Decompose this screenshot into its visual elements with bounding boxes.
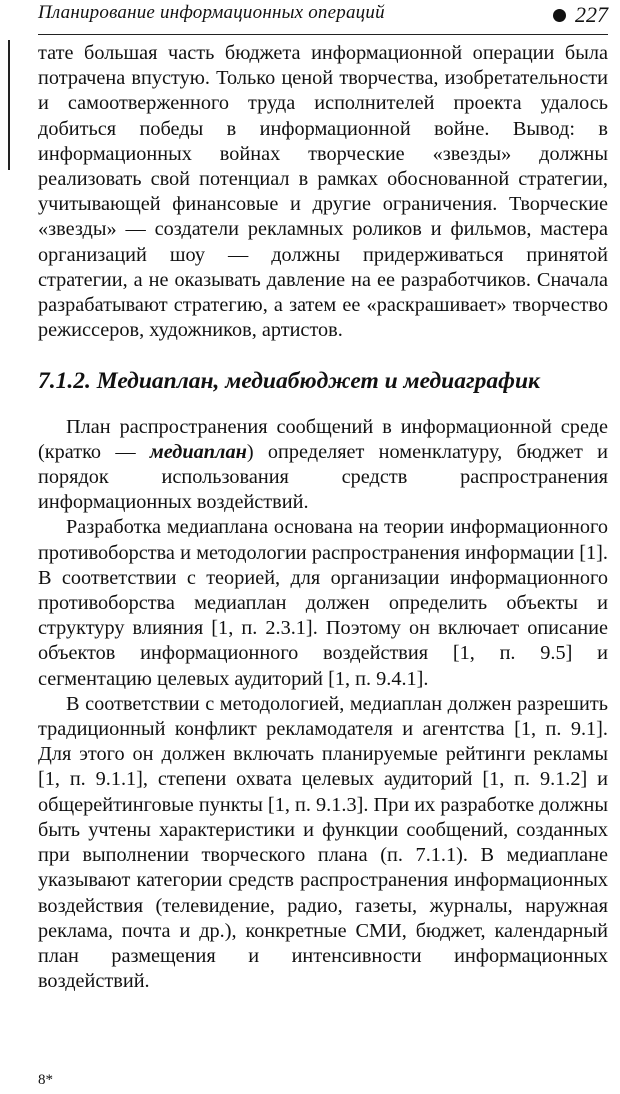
term-emphasis: медиаплан bbox=[149, 440, 247, 463]
paragraph-text: ) определяет номенклатуру, бюджет и порядок использования средств распространения информационных воздействий. bbox=[38, 440, 608, 514]
margin-rule bbox=[8, 40, 10, 170]
running-title: Планирование информационных операций bbox=[38, 2, 385, 23]
page-number: 227 bbox=[575, 2, 608, 27]
paragraph-mediaplan-definition bbox=[38, 415, 608, 516]
page-header bbox=[38, 0, 608, 35]
page-number-group bbox=[553, 0, 608, 28]
section-heading: 7.1.2. Медиаплан, медиабюджет и медиаграфик bbox=[38, 368, 540, 395]
page-body bbox=[38, 41, 608, 994]
bullet-dot-icon bbox=[553, 9, 566, 22]
paragraph-mediaplan-theory: Разработка медиаплана основана на теории информационного противоборства и методологии распространения информации [1]. В соответствии с теорией, для организации информационного противоборства медиаплан должен определить объекты и структуру влияния [1, п. 2.3.1]. Поэтому он включает описание объектов информационного воздействия [1, п. 9.5] и сегментацию целевых аудиторий [1, п. 9.4.1]. bbox=[38, 516, 608, 690]
paragraph-continuation: тате большая часть бюджета информационной операции была потрачена впустую. Только ценой творчества, изобретательности и самоотверженного труда исполнителей проекта удалось добиться победы в информационной войне. Вывод: в информационных войнах творческие «звезды» должны реализовать свой потенциал в рамках обоснованной стратегии, учитывающей финансовые и другие ограничения. Творческие «звезды» — создатели рекламных роликов и фильмов, мастера организаций шоу — должны придерживаться принятой стратегии, а не оказывать давление на ее разработчиков. Сначала разрабатывают стратегию, а затем ее «раскрашивает» творчество режиссеров, художников, артистов. bbox=[38, 42, 608, 342]
paragraph-mediaplan-methodology: В соответствии с методологией, медиаплан должен разрешить традиционный конфликт рекламодателя и агентства [1, п. 9.1]. Для этого он должен включать планируемые рейтинги рекламы [1, п. 9.1.1], степени охвата целевых аудиторий [1, п. 9.1.2] и общерейтинговые пункты [1, п. 9.1.3]. При их разработке должны быть учтены характеристики и функции сообщений, созданных при выполнении творческого плана (п. 7.1.1). В медиаплане указывают категории средств распространения информационных воздействия (телевидение, радио, газеты, журналы, наружная реклама, почта и др.), конкретные СМИ, бюджет, календарный план размещения и интенсивности информационных воздействий. bbox=[38, 692, 608, 993]
signature-mark: 8* bbox=[38, 1072, 53, 1088]
paragraph-text: План распространения сообщений в информационной среде (кратко — bbox=[38, 415, 608, 463]
